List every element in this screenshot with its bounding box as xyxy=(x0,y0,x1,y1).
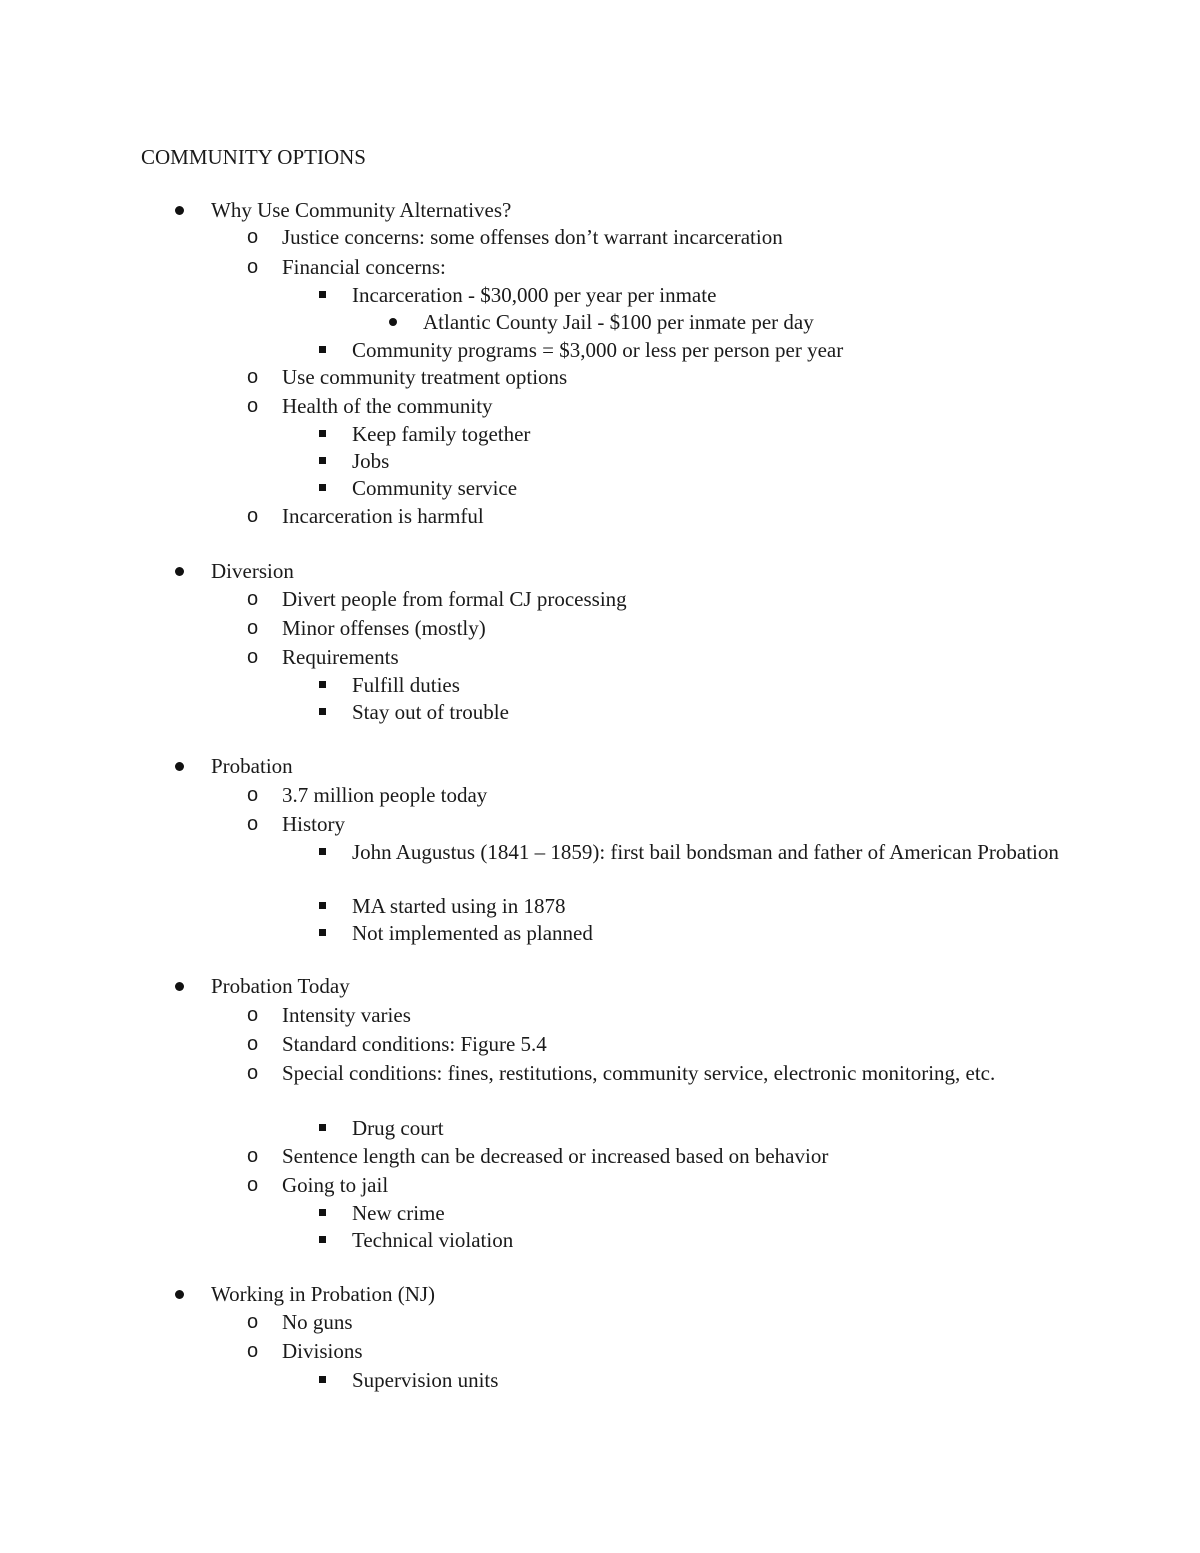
bullet-square xyxy=(319,346,326,353)
list-item: Incarceration - $30,000 per year per inmate xyxy=(352,283,717,307)
list-item: Financial concerns: xyxy=(282,255,446,279)
bullet-square xyxy=(319,708,326,715)
bullet-circle: o xyxy=(247,617,259,639)
bullet-square xyxy=(319,929,326,936)
bullet-circle: o xyxy=(247,1174,259,1196)
section-heading: Probation xyxy=(211,754,293,778)
list-item: Special conditions: fines, restitutions, community service, electronic monitoring, etc. xyxy=(282,1061,996,1085)
bullet-disc xyxy=(389,318,397,326)
bullet-circle: o xyxy=(247,1033,259,1055)
bullet-circle: o xyxy=(247,366,259,388)
list-item: 3.7 million people today xyxy=(282,783,488,807)
list-item: Community programs = $3,000 or less per person per year xyxy=(352,338,844,362)
bullet-square xyxy=(319,1236,326,1243)
bullet-circle: o xyxy=(247,1004,259,1026)
bullet-circle: o xyxy=(247,256,259,278)
list-item: Not implemented as planned xyxy=(352,921,593,945)
bullet-circle: o xyxy=(247,1062,259,1084)
list-item: Standard conditions: Figure 5.4 xyxy=(282,1032,547,1056)
list-item: Use community treatment options xyxy=(282,365,568,389)
section-heading: Why Use Community Alternatives? xyxy=(211,198,512,222)
bullet-circle: o xyxy=(247,505,259,527)
bullet-square xyxy=(319,1124,326,1131)
list-item: Going to jail xyxy=(282,1173,389,1197)
bullet-square xyxy=(319,1209,326,1216)
list-item: History xyxy=(282,812,345,836)
list-item: New crime xyxy=(352,1201,445,1225)
bullet-circle: o xyxy=(247,226,259,248)
bullet-circle: o xyxy=(247,395,259,417)
list-item: John Augustus (1841 – 1859): first bail bondsman and father of American Probation xyxy=(352,840,1059,864)
bullet-circle: o xyxy=(247,588,259,610)
list-item: Requirements xyxy=(282,645,399,669)
list-item: Fulfill duties xyxy=(352,673,460,697)
list-item: Divisions xyxy=(282,1339,363,1363)
bullet-square xyxy=(319,291,326,298)
list-item: Divert people from formal CJ processing xyxy=(282,587,627,611)
list-item: Stay out of trouble xyxy=(352,700,509,724)
bullet-circle: o xyxy=(247,784,259,806)
bullet-circle: o xyxy=(247,1311,259,1333)
bullet-disc xyxy=(175,567,184,576)
list-item: Keep family together xyxy=(352,422,531,446)
bullet-circle: o xyxy=(247,1340,259,1362)
list-item: Community service xyxy=(352,476,518,500)
list-item: Technical violation xyxy=(352,1228,514,1252)
section-heading: Working in Probation (NJ) xyxy=(211,1282,436,1306)
list-item: Drug court xyxy=(352,1116,444,1140)
bullet-disc xyxy=(175,762,184,771)
bullet-disc xyxy=(175,1290,184,1299)
list-item: Minor offenses (mostly) xyxy=(282,616,486,640)
bullet-disc xyxy=(175,982,184,991)
bullet-square xyxy=(319,848,326,855)
bullet-square xyxy=(319,430,326,437)
bullet-disc xyxy=(175,206,184,215)
bullet-circle: o xyxy=(247,1145,259,1167)
list-item: Sentence length can be decreased or increased based on behavior xyxy=(282,1144,829,1168)
section-heading: Diversion xyxy=(211,559,294,583)
list-item: Incarceration is harmful xyxy=(282,504,484,528)
bullet-square xyxy=(319,681,326,688)
list-item: Atlantic County Jail - $100 per inmate per day xyxy=(423,310,814,334)
bullet-square xyxy=(319,1376,326,1383)
bullet-square xyxy=(319,484,326,491)
list-item: No guns xyxy=(282,1310,353,1334)
document-title: COMMUNITY OPTIONS xyxy=(141,145,366,169)
list-item: Jobs xyxy=(352,449,390,473)
bullet-square xyxy=(319,902,326,909)
list-item: Health of the community xyxy=(282,394,493,418)
bullet-circle: o xyxy=(247,813,259,835)
list-item: Supervision units xyxy=(352,1368,499,1392)
list-item: Intensity varies xyxy=(282,1003,411,1027)
list-item: MA started using in 1878 xyxy=(352,894,566,918)
section-heading: Probation Today xyxy=(211,974,350,998)
list-item: Justice concerns: some offenses don’t warrant incarceration xyxy=(282,225,783,249)
bullet-circle: o xyxy=(247,646,259,668)
bullet-square xyxy=(319,457,326,464)
